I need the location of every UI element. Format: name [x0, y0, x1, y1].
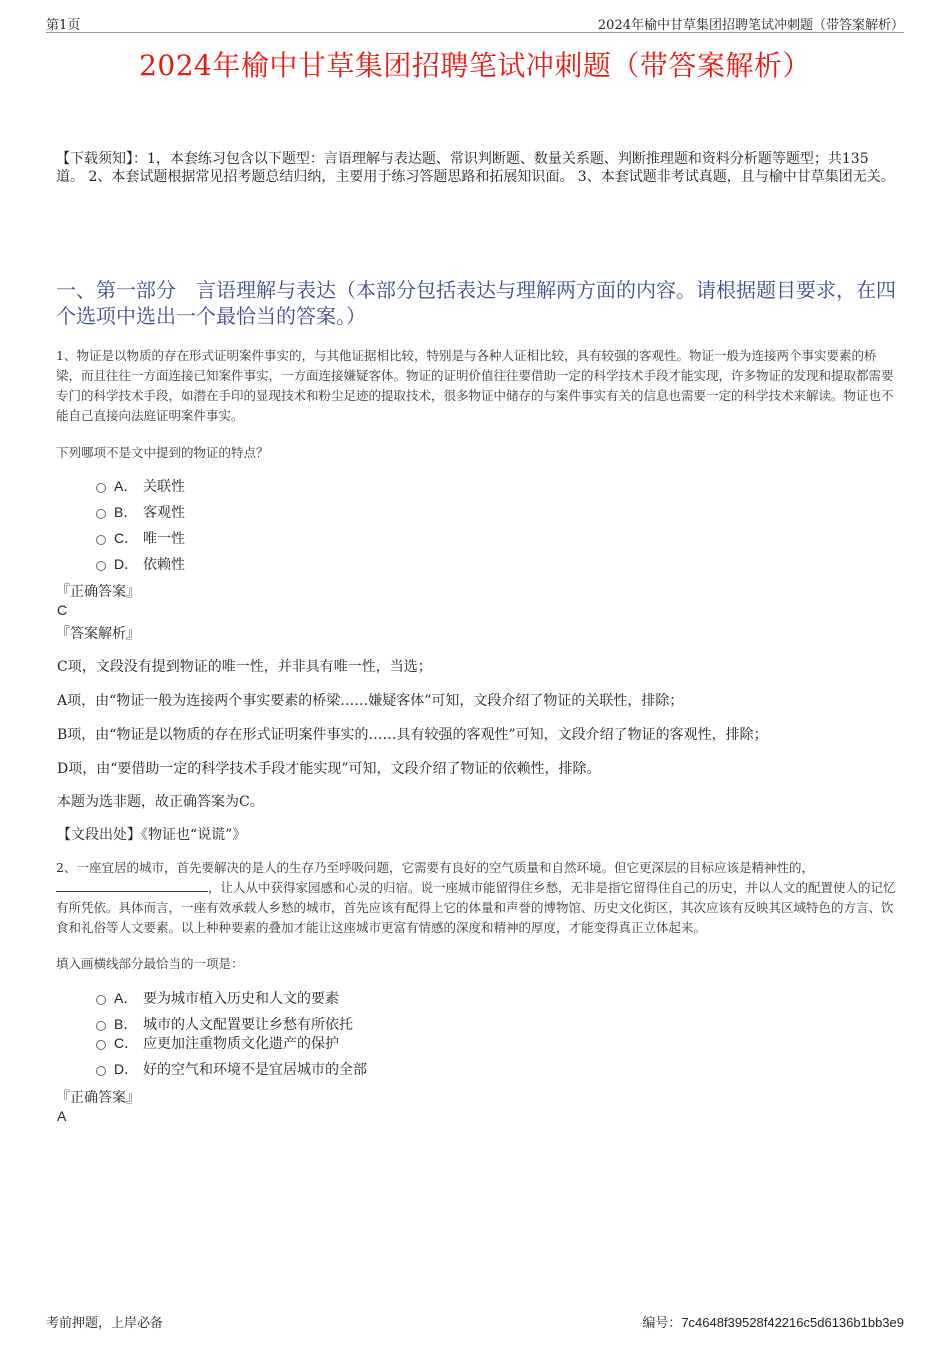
q2-option-a[interactable]: A． 要为城市植入历史和人文的要素 [96, 989, 339, 1007]
q1-source: 【文段出处】《物证也“说谎”》 [57, 827, 247, 843]
q2-option-d[interactable]: D． 好的空气和环境不是宜居城市的全部 [96, 1060, 367, 1078]
q1-question: 下列哪项不是文中提到的物证的特点？ [56, 445, 269, 460]
q2-passage: 2、一座宜居的城市，首先要解决的是人的生存乃至呼吸问题，它需要有良好的空气质量和自然环境。但它更深层的目标应该是精神性的，，让人从中获得家园感和心灵的归宿。说一座城市能留得住乡愁，无非是指它留得住自己的历史，并以人文的配置使人的记忆有所凭依。具体而言，一座有效承载人乡愁的城市，首先应该有配得上它的体量和声誉的博物馆、历史文化街区，其次应该有反映其区域特色的方言、饮食和礼俗等人文要素。以上种种要素的叠加才能让这座城市更富有情感的深度和精神的厚度，才能变得真正立体起来。 [56, 860, 896, 935]
q1-analysis-line: A项，由“物证一般为连接两个事实要素的桥梁……嫌疑客体”可知，文段介绍了物证的关联性，排除； [57, 693, 684, 709]
footer-slogan: 考前押题，上岸必备 [46, 1316, 164, 1331]
radio-icon[interactable] [96, 509, 106, 519]
section-heading: 一、第一部分 言语理解与表达（本部分包括表达与理解两方面的内容。请根据题目要求，在四个选项中选出一个最恰当的答案。） [56, 278, 896, 328]
q1-option-b[interactable]: B． 客观性 [96, 503, 185, 521]
q1-option-d[interactable]: D． 依赖性 [96, 555, 185, 573]
radio-icon[interactable] [96, 483, 106, 493]
document-title: 2024年榆中甘草集团招聘笔试冲刺题（带答案解析） [139, 49, 811, 82]
radio-icon[interactable] [96, 1066, 106, 1076]
q2-option-c[interactable]: C． 应更加注重物质文化遗产的保护 [96, 1034, 339, 1052]
radio-icon[interactable] [96, 1021, 106, 1031]
q1-analysis-line: C项，文段没有提到物证的唯一性，并非具有唯一性，当选； [57, 659, 432, 675]
page-number: 第1页 [46, 18, 81, 33]
q2-answer-label: 『正确答案』 [56, 1090, 140, 1106]
radio-icon[interactable] [96, 535, 106, 545]
radio-icon[interactable] [96, 995, 106, 1005]
download-notice: 【下载须知】：1，本套练习包含以下题型：言语理解与表达题、常识判断题、数量关系题、判断推理题和资料分析题等题型；共135道。 2、本套试题根据常见招考题总结归纳，主要用于练习答题思路和拓展知识面。 3、本套试题非考试真题，且与榆中甘草集团无关。 [56, 151, 895, 185]
q1-analysis-label: 『答案解析』 [56, 626, 140, 642]
q1-answer-label: 『正确答案』 [56, 584, 140, 600]
q2-answer: A [57, 1108, 67, 1124]
q2-question: 填入画横线部分最恰当的一项是： [56, 956, 244, 971]
q1-option-a[interactable]: A． 关联性 [96, 477, 185, 495]
fill-in-blank [56, 879, 208, 892]
q2-option-b[interactable]: B． 城市的人文配置要让乡愁有所依托 [96, 1015, 353, 1033]
radio-icon[interactable] [96, 561, 106, 571]
q1-analysis-conclusion: 本题为选非题，故正确答案为C。 [57, 794, 264, 810]
q1-analysis-line: D项，由“要借助一定的科学技术手段才能实现”可知，文段介绍了物证的依赖性，排除。 [57, 761, 601, 777]
header-doc-title: 2024年榆中甘草集团招聘笔试冲刺题（带答案解析） [597, 18, 904, 33]
radio-icon[interactable] [96, 1040, 106, 1050]
q1-answer: C [57, 602, 68, 618]
q1-option-c[interactable]: C． 唯一性 [96, 529, 185, 547]
q1-passage: 1、物证是以物质的存在形式证明案件事实的，与其他证据相比较，特别是与各种人证相比较，具有较强的客观性。物证一般为连接两个事实要素的桥梁，而且往往一方面连接已知案件事实，一方面连接嫌疑客体。物证的证明价值往往要借助一定的科学技术手段才能实现，许多物证的发现和提取都需要专门的科学技术手段，如潜在手印的显现技术和粉尘足迹的提取技术，很多物证中储存的与案件事实有关的信息也需要一定的科学技术来解读。物证也不能自己直接向法庭证明案件事实。 [56, 348, 894, 423]
footer-code: 编号：7c4648f39528f42216c5d6136b1bb3e9 [642, 1315, 904, 1331]
q1-analysis-line: B项，由“物证是以物质的存在形式证明案件事实的……具有较强的客观性”可知，文段介绍了物证的客观性，排除； [57, 727, 768, 743]
page-header [46, 14, 904, 33]
